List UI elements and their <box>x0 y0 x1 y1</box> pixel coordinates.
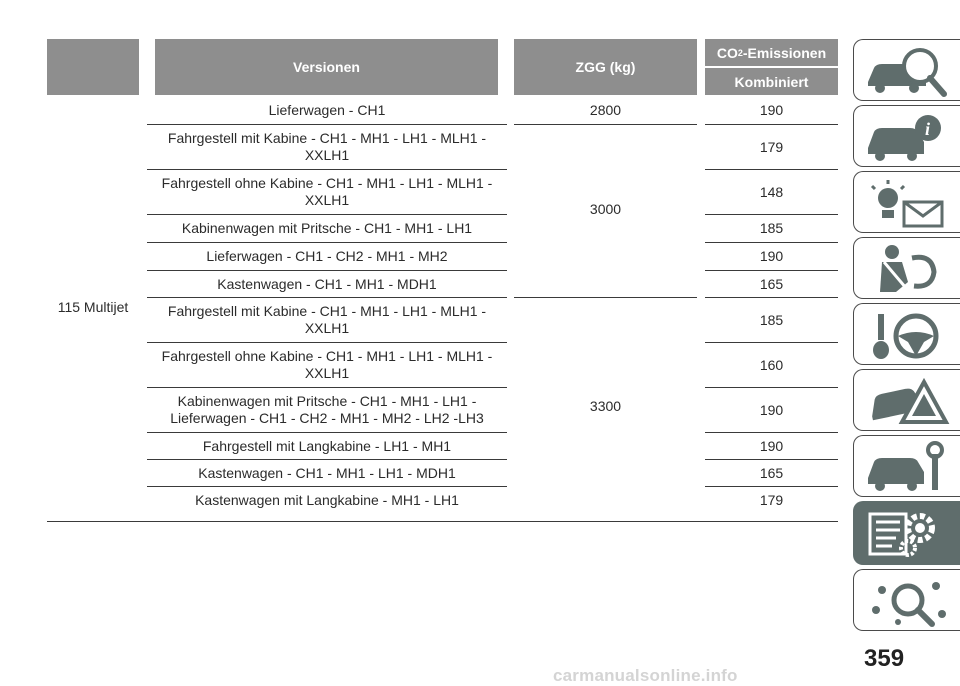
table-row-co2: 160 <box>759 356 784 373</box>
row-divider <box>147 459 507 460</box>
table-row-version: Kastenwagen - CH1 - MH1 - LH1 - MDH1 <box>198 464 456 481</box>
table-row-version: Fahrgestell mit Kabine - CH1 - MH1 - LH1 - MLH1 - XXLH1 <box>167 303 487 336</box>
row-divider <box>147 242 507 243</box>
row-divider <box>705 214 838 215</box>
table-row-version: Lieferwagen - CH1 - CH2 - MH1 - MH2 <box>206 248 448 264</box>
table-row-co2: 165 <box>759 276 784 292</box>
watermark: carmanualsonline.info <box>553 666 738 685</box>
table-row-version: Fahrgestell ohne Kabine - CH1 - MH1 - LH1 - MLH1 - XXLH1 <box>161 348 493 381</box>
zgg-value: 2800 <box>589 102 622 118</box>
table-row-version: Fahrgestell mit Langkabine - LH1 - MH1 <box>202 437 452 454</box>
row-divider <box>147 297 507 298</box>
row-divider <box>705 297 838 298</box>
table-row-version: Fahrgestell mit Kabine - CH1 - MH1 - LH1 - MLH1 - XXLH1 <box>167 130 487 163</box>
table-row-co2: 179 <box>759 138 784 155</box>
table-row-co2: 148 <box>759 183 784 200</box>
header-empty-cell <box>47 39 139 95</box>
tab-index[interactable] <box>853 569 960 631</box>
row-divider <box>705 242 838 243</box>
car-maintenance-wrench-icon <box>862 440 952 494</box>
car-dashboard-icon <box>862 44 952 98</box>
engine-label: 115 Multijet <box>57 298 129 315</box>
tab-car-info[interactable] <box>853 105 960 167</box>
table-row-co2: 190 <box>759 437 784 454</box>
tab-emergency[interactable] <box>853 369 960 431</box>
row-divider <box>147 124 507 125</box>
header-zgg: ZGG (kg) <box>514 39 697 95</box>
key-steering-wheel-icon <box>862 308 952 362</box>
table-row-co2: 165 <box>759 464 784 481</box>
row-divider <box>705 124 838 125</box>
tab-starting-driving[interactable] <box>853 303 960 365</box>
car-info-icon <box>862 110 952 164</box>
svg-text:i: i <box>925 119 931 139</box>
row-divider <box>705 486 838 487</box>
header-co2-emissions: CO 2 -Emissionen <box>705 39 838 66</box>
zgg-divider <box>514 297 697 298</box>
header-combined: Kombiniert <box>705 68 838 95</box>
table-row-version: Kabinenwagen mit Pritsche - CH1 - MH1 - LH1 <box>181 220 473 236</box>
table-row-version: Fahrgestell ohne Kabine - CH1 - MH1 - LH1 - MLH1 - XXLH1 <box>161 175 493 208</box>
row-divider <box>705 169 838 170</box>
table-row-version: Kastenwagen mit Langkabine - MH1 - LH1 <box>195 492 459 508</box>
table-row-version: Lieferwagen - CH1 <box>268 102 386 118</box>
tab-servicing[interactable] <box>853 435 960 497</box>
car-breakdown-warning-icon <box>862 374 952 428</box>
row-divider <box>147 214 507 215</box>
row-divider <box>705 432 838 433</box>
table-row-co2: 190 <box>759 248 784 264</box>
row-divider <box>147 432 507 433</box>
row-divider <box>147 270 507 271</box>
row-divider <box>147 342 507 343</box>
row-divider <box>147 486 507 487</box>
table-bottom-line <box>47 521 838 522</box>
header-versions: Versionen <box>155 39 498 95</box>
table-row-co2: 179 <box>759 492 784 508</box>
table-row-co2: 190 <box>759 401 784 418</box>
table-row-co2: 185 <box>759 311 784 328</box>
zgg-value: 3300 <box>589 398 622 414</box>
row-divider <box>705 342 838 343</box>
table-row-co2: 190 <box>759 102 784 118</box>
tab-safety[interactable] <box>853 237 960 299</box>
technical-data-gear-icon <box>862 506 952 560</box>
table-row-version: Kabinenwagen mit Pritsche - CH1 - MH1 - LH1 - Lieferwagen - CH1 - CH2 - MH1 - MH2 - LH2 -LH3 <box>170 393 484 426</box>
row-divider <box>147 387 507 388</box>
row-divider <box>705 459 838 460</box>
row-divider <box>705 270 838 271</box>
table-row-version: Kastenwagen - CH1 - MH1 - MDH1 <box>217 276 437 292</box>
alphabetical-index-search-icon <box>862 574 952 628</box>
zgg-value: 3000 <box>589 201 622 217</box>
zgg-divider <box>514 124 697 125</box>
row-divider <box>705 387 838 388</box>
warning-lights-message-icon <box>862 176 952 230</box>
tab-technical-data[interactable] <box>853 501 960 565</box>
tab-warning-lights-messages[interactable] <box>853 171 960 233</box>
page-number: 359 <box>864 645 905 672</box>
tab-car-dashboard[interactable] <box>853 39 960 101</box>
seatbelt-airbag-icon <box>862 242 952 296</box>
row-divider <box>147 169 507 170</box>
table-row-co2: 185 <box>759 220 784 236</box>
